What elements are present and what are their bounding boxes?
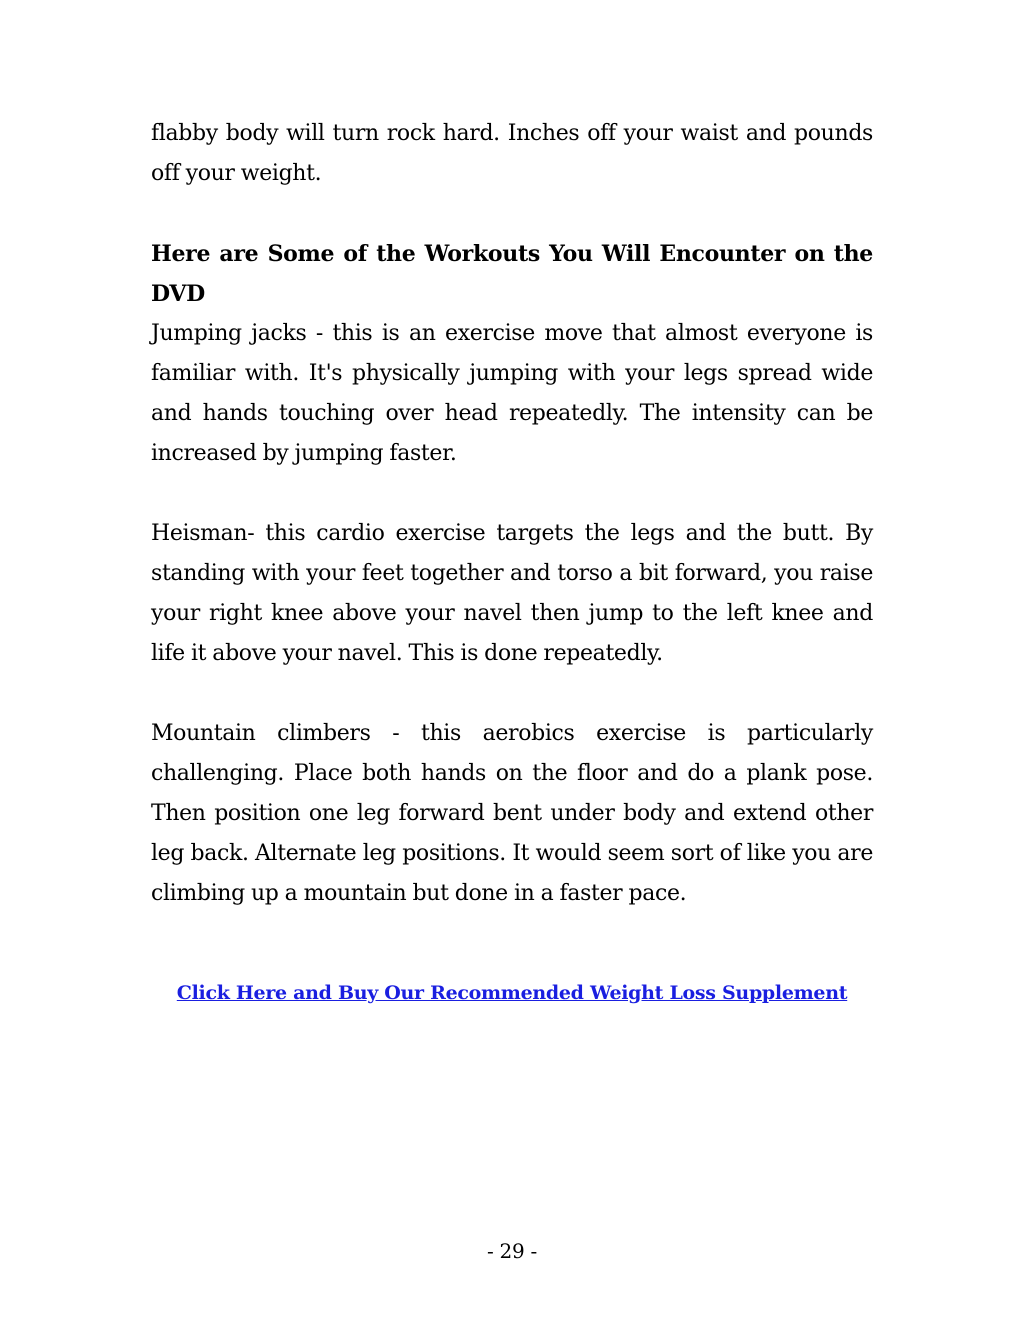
paragraph-heisman: Heisman- this cardio exercise targets the legs and the butt. By standing with your feet together and torso a bit forward, you raise your right knee above your navel then jump to the left knee and life it above your navel. This is done repeatedly.	[151, 521, 873, 666]
paragraph-mountain-climbers: Mountain climbers - this aerobics exercise is particularly challenging. Place both hands on the floor and do a plank pose. Then position one leg forward bent under body and extend other leg back. Alternate leg positions. It would seem sort of like you are climbing up a mountain but done in a faster pace.	[151, 721, 873, 906]
intro-paragraph: flabby body will turn rock hard. Inches off your waist and pounds off your weight.	[151, 121, 873, 186]
paragraph-jumping-jacks: Jumping jacks - this is an exercise move that almost everyone is familiar with. It's physically jumping with your legs spread wide and hands touching over head repeatedly. The intensity can be increased by jumping faster.	[151, 321, 873, 466]
paragraph-spacer	[151, 474, 873, 514]
cta-container	[0, 977, 1024, 1010]
page-number: - 29 -	[487, 1239, 537, 1263]
paragraph-spacer	[151, 674, 873, 714]
buy-supplement-link[interactable]: Click Here and Buy Our Recommended Weight Loss Supplement	[176, 982, 848, 1004]
document-body	[151, 114, 873, 914]
paragraph-spacer	[151, 194, 873, 234]
section-heading: Here are Some of the Workouts You Will Encounter on the DVD	[151, 241, 873, 307]
